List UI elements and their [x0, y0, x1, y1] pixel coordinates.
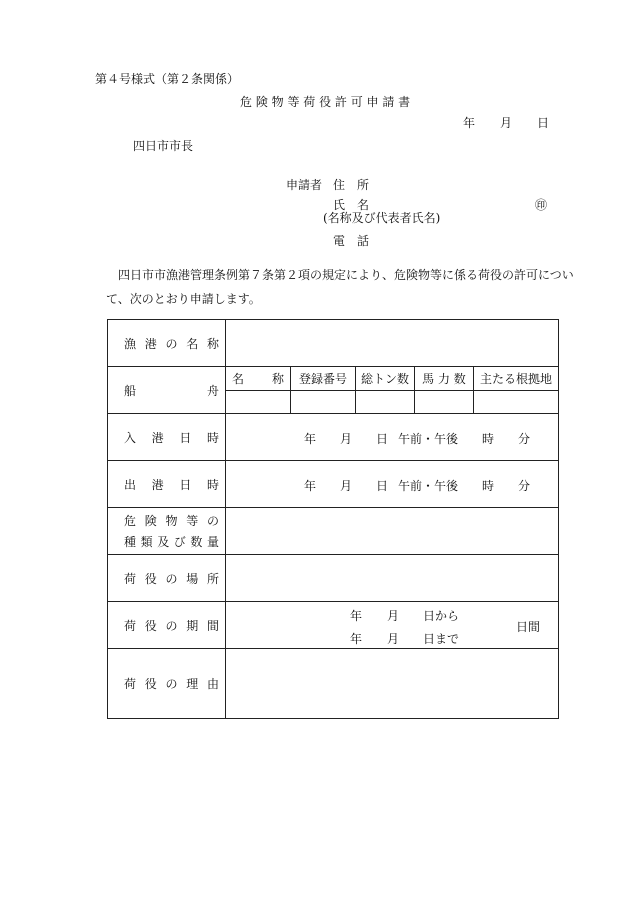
vessel-label: 船 舟	[108, 367, 226, 414]
entry-hour: 時	[482, 432, 495, 446]
application-table	[107, 319, 559, 719]
row-period	[108, 602, 559, 649]
entry-ampm: 午前・午後	[398, 432, 459, 446]
period-from-year: 年	[350, 609, 363, 623]
port-name-value[interactable]	[226, 320, 559, 367]
applicant-name-label: 氏 名	[333, 198, 370, 212]
form-number: 第４号様式（第２条関係）	[95, 72, 240, 86]
body-text-line2: て、次のとおり申請します。	[106, 292, 261, 306]
period-from-month: 月	[387, 609, 400, 623]
date-month: 月	[500, 116, 513, 130]
row-place	[108, 555, 559, 602]
period-value[interactable]	[226, 602, 559, 649]
applicant-address-label: 住 所	[333, 178, 370, 192]
vessel-col-reg-no: 登録番号	[291, 367, 356, 391]
period-from-day: 日から	[423, 609, 460, 623]
entry-label: 入 港 日 時	[108, 414, 226, 461]
document-title: 危 険 物 等 荷 役 許 可 申 請 書	[240, 95, 411, 109]
entry-minute: 分	[518, 432, 531, 446]
vessel-col-name: 名 称	[226, 367, 291, 391]
departure-day: 日	[376, 479, 389, 493]
departure-datetime-value[interactable]	[226, 461, 559, 508]
applicant-label: 申請者	[286, 178, 323, 192]
port-name-label: 漁 港 の 名 称	[108, 320, 226, 367]
body-text-line1: 四日市市漁港管理条例第７条第２項の規定により、危険物等に係る荷役の許可につい	[118, 268, 574, 282]
period-to-month: 月	[387, 632, 400, 646]
departure-minute: 分	[518, 479, 531, 493]
row-reason	[108, 649, 559, 719]
row-vessel-header	[108, 367, 559, 391]
period-to-year: 年	[350, 632, 363, 646]
vessel-reg-no-value[interactable]	[291, 391, 356, 414]
date-day: 日	[537, 116, 550, 130]
place-label: 荷 役 の 場 所	[108, 555, 226, 602]
entry-datetime-value[interactable]	[226, 414, 559, 461]
vessel-col-tonnage: 総トン数	[356, 367, 415, 391]
vessel-name-value[interactable]	[226, 391, 291, 414]
vessel-tonnage-value[interactable]	[356, 391, 415, 414]
departure-label: 出 港 日 時	[108, 461, 226, 508]
entry-month: 月	[340, 432, 353, 446]
period-days: 日間	[516, 620, 541, 634]
departure-ampm: 午前・午後	[398, 479, 459, 493]
period-to-day: 日まで	[423, 632, 460, 646]
entry-year: 年	[304, 432, 317, 446]
period-label: 荷 役 の 期 間	[108, 602, 226, 649]
row-port-name	[108, 320, 559, 367]
applicant-phone-label: 電 話	[333, 234, 370, 248]
row-departure	[108, 461, 559, 508]
vessel-horsepower-value[interactable]	[415, 391, 474, 414]
entry-day: 日	[376, 432, 389, 446]
vessel-col-base: 主たる根拠地	[474, 367, 559, 391]
departure-month: 月	[340, 479, 353, 493]
departure-hour: 時	[482, 479, 495, 493]
row-hazard	[108, 508, 559, 555]
addressee: 四日市市長	[133, 139, 194, 153]
vessel-col-horsepower: 馬 力 数	[415, 367, 474, 391]
hazard-value[interactable]	[226, 508, 559, 555]
seal-mark: ㊞	[535, 198, 548, 212]
row-entry	[108, 414, 559, 461]
hazard-label: 危 険 物 等 の 種 類 及 び 数 量	[108, 508, 226, 555]
place-value[interactable]	[226, 555, 559, 602]
reason-label: 荷 役 の 理 由	[108, 649, 226, 719]
reason-value[interactable]	[226, 649, 559, 719]
date-year: 年	[463, 116, 476, 130]
departure-year: 年	[304, 479, 317, 493]
applicant-name-note: (名称及び代表者氏名)	[323, 211, 441, 225]
vessel-base-value[interactable]	[474, 391, 559, 414]
